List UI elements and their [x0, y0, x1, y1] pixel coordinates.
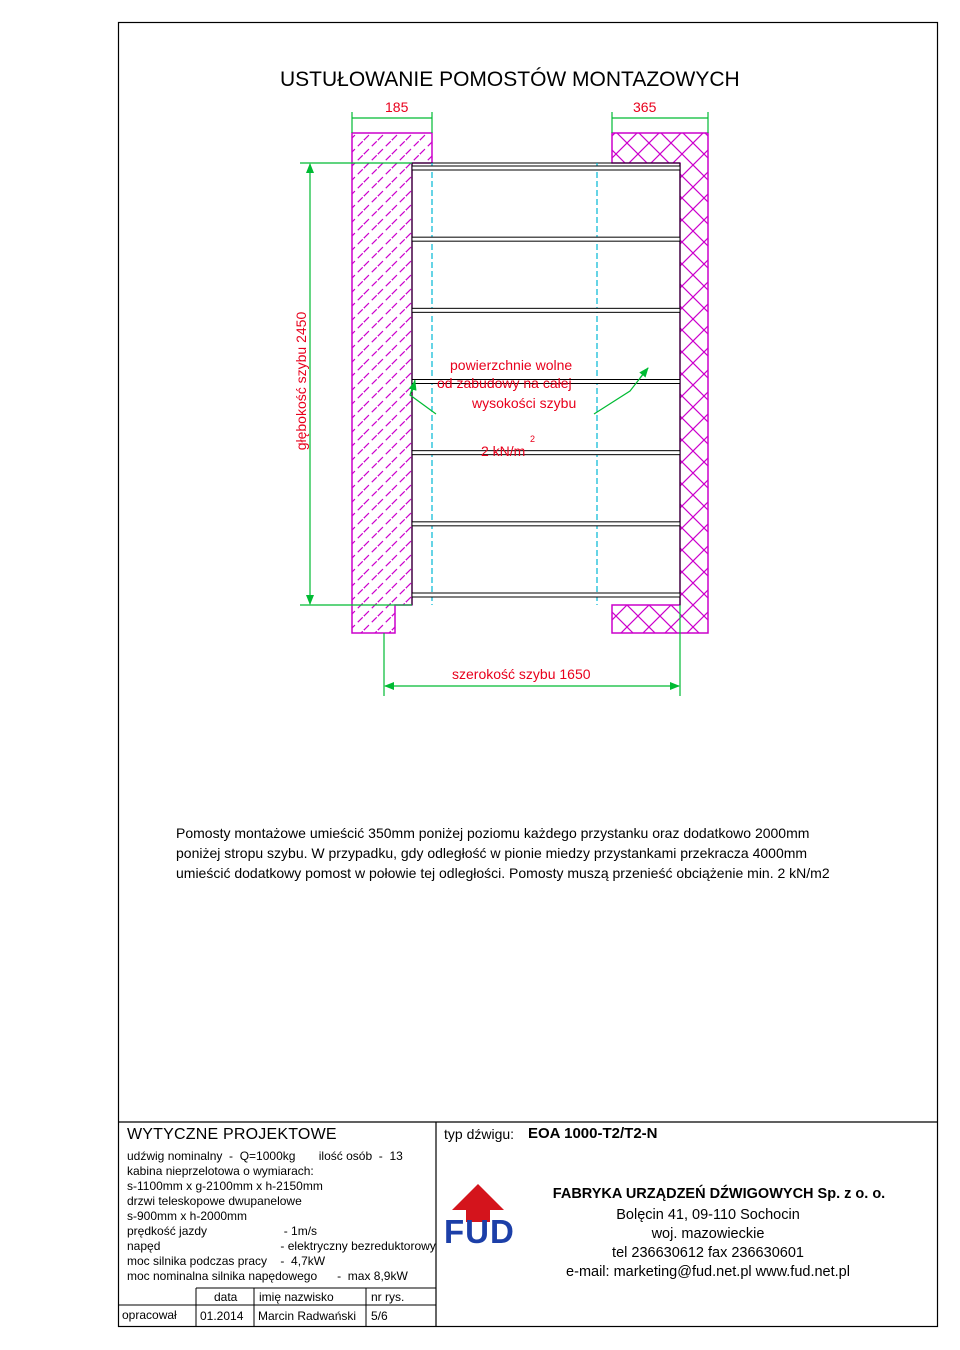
- load-exponent: 2: [530, 434, 536, 444]
- drawing-number: 5/6: [371, 1309, 388, 1323]
- spec-line: moc nominalna silnika napędowego - max 8,9kW: [127, 1269, 408, 1283]
- free-area-line-1: powierzchnie wolne: [450, 357, 573, 373]
- crane-type-label: typ dźwigu:: [444, 1126, 515, 1142]
- spec-line: udźwig nominalny - Q=1000kg ilość osób - 13: [127, 1149, 403, 1163]
- col-nr-header: nr rys.: [371, 1290, 405, 1304]
- leader-right: [594, 368, 648, 414]
- spec-line: napęd - elektryczny bezreduktorowy: [127, 1239, 436, 1253]
- spec-line: s-1100mm x g-2100mm x h-2150mm: [127, 1179, 323, 1193]
- dim-185-label: 185: [385, 99, 409, 115]
- platform: [412, 522, 680, 526]
- platform: [412, 166, 680, 170]
- leader-right-arrow: [640, 368, 648, 378]
- spec-line: kabina nieprzelotowa o wymiarach:: [127, 1164, 314, 1178]
- spec-line: prędkość jazdy - 1m/s: [127, 1224, 318, 1238]
- platform: [412, 451, 680, 455]
- spec-line: drzwi teleskopowe dwupanelowe: [127, 1194, 302, 1208]
- drawing-title: USTUŁOWANIE POMOSTÓW MONTAZOWYCH: [280, 68, 740, 91]
- platform: [412, 308, 680, 312]
- free-area-line-3: wysokości szybu: [472, 395, 577, 411]
- company-name: FABRYKA URZĄDZEŃ DŹWIGOWYCH Sp. z o. o.: [552, 1186, 886, 1202]
- drawing-date: 01.2014: [200, 1309, 244, 1323]
- platform: [412, 593, 680, 597]
- company-address: Bolęcin 41, 09-110 Sochocin: [616, 1207, 800, 1223]
- spec-line: moc silnika podczas pracy - 4,7kW: [127, 1254, 326, 1268]
- company-phone: tel 236630612 fax 236630601: [612, 1245, 804, 1261]
- col-name-header: imię nazwisko: [259, 1290, 334, 1304]
- title-block-heading: WYTYCZNE PROJEKTOWE: [127, 1126, 337, 1143]
- free-area-line-2: od zabudowy na całej: [437, 375, 572, 391]
- col-date-header: data: [214, 1290, 238, 1304]
- width-label: szerokość szybu 1650: [452, 666, 591, 682]
- company-logo: FUD: [444, 1213, 515, 1250]
- company-contact: e-mail: marketing@fud.net.pl www.fud.net.pl: [566, 1264, 850, 1280]
- depth-label: głębokość szybu 2450: [293, 311, 309, 451]
- spec-line: s-900mm x h-2000mm: [127, 1209, 248, 1223]
- platform: [412, 237, 680, 241]
- author-row-label: opracował: [122, 1308, 177, 1322]
- notes-paragraph: Pomosty montażowe umieścić 350mm poniżej poziomu każdego przystanku oraz dodatkowo 2000mm poniżej stropu szybu. W przypadku, gdy odległość w pionie miedzy przystankami przekracza 4000mm umieścić dodatkowy pomost w połowie tej odległości. Pomosty muszą przenieść obciążenie min. 2 kN/m2: [176, 825, 830, 881]
- crane-type-value: EOA 1000-T2/T2-N: [528, 1125, 658, 1142]
- author-name: Marcin Radwański: [258, 1309, 357, 1323]
- dim-365-label: 365: [633, 99, 657, 115]
- company-region: woj. mazowieckie: [651, 1226, 765, 1242]
- load-value: 2 kN/m: [481, 443, 526, 459]
